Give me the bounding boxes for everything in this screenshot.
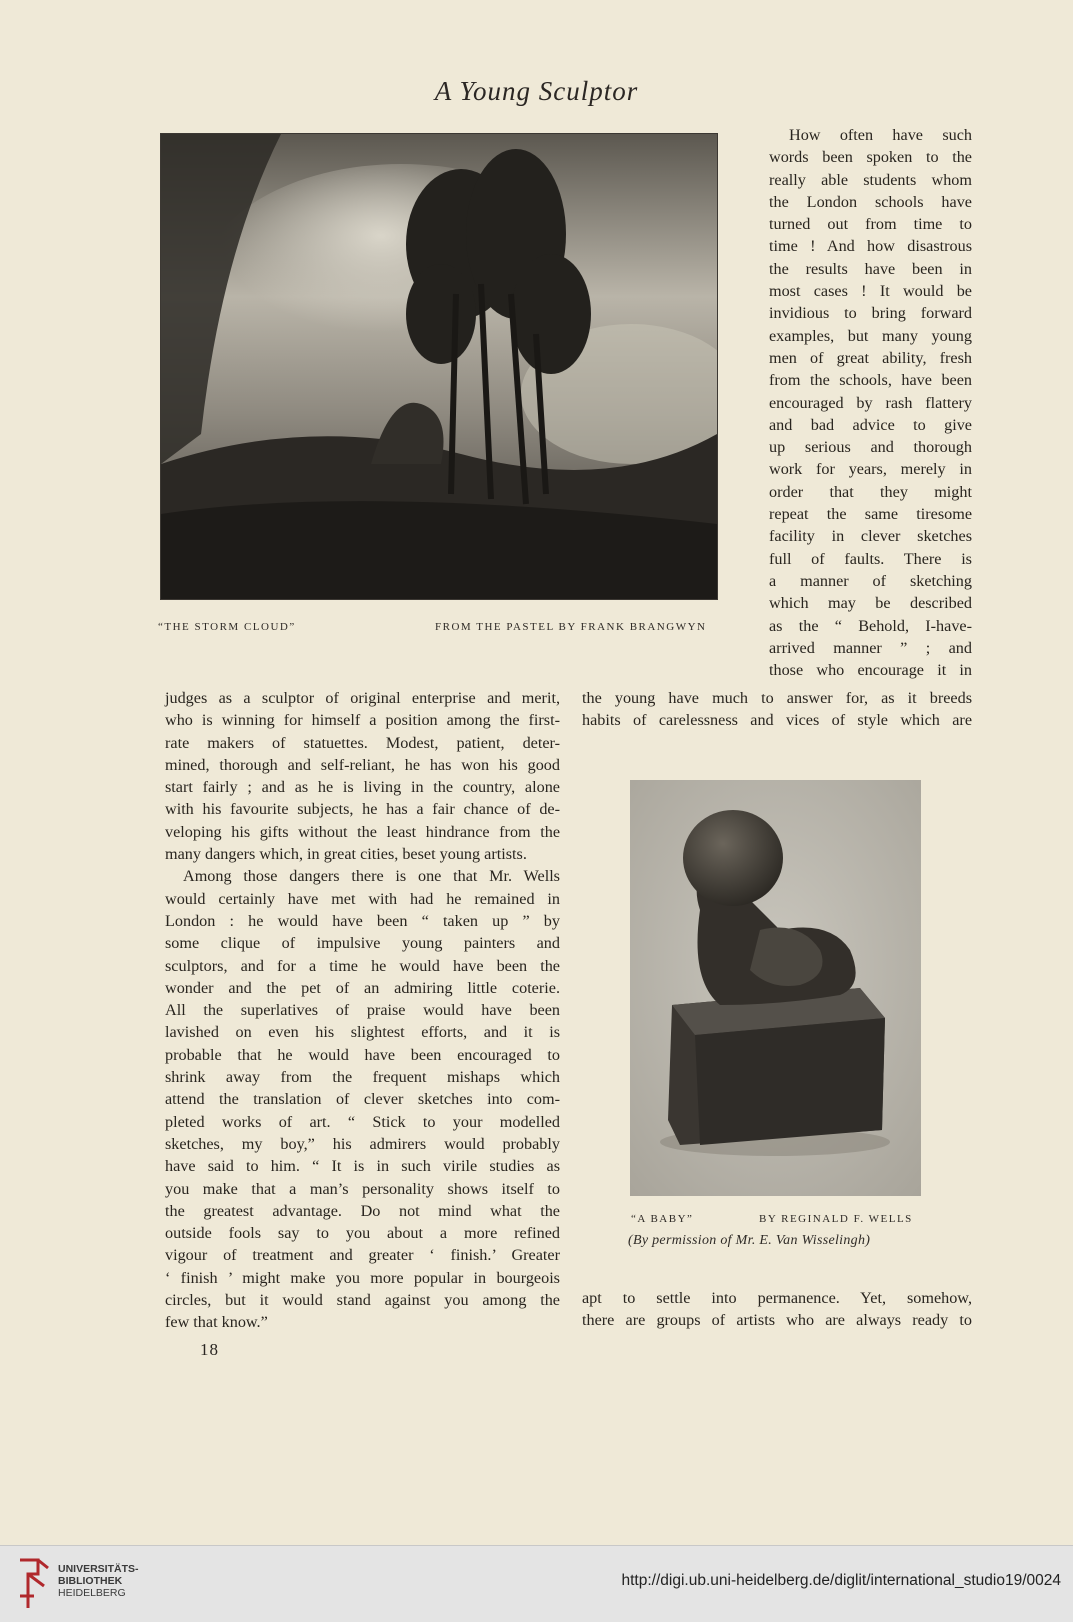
figure-2-permission: (By permission of Mr. E. Van Wisselingh) [628, 1233, 871, 1248]
text-line: up serious and thorough [769, 438, 972, 457]
text-line: most cases ! It would be [769, 282, 972, 301]
text-line: judges as a sculptor of original enterprise and merit, [165, 689, 560, 707]
text-line: London : he would have been “ taken up ” by [165, 911, 560, 930]
text-line: How often have such [789, 126, 972, 144]
text-line: rate makers of statuettes. Modest, patient, deter- [165, 733, 560, 752]
baby-sculpture-photo [630, 780, 921, 1196]
text-line: habits of carelessness and vices of style which are [582, 711, 972, 730]
figure-2-caption-title: “A BABY” [631, 1213, 694, 1225]
text-line: examples, but many young [769, 326, 972, 345]
text-line: the results have been in [769, 259, 972, 278]
text-line: apt to settle into permanence. Yet, somehow, [582, 1289, 972, 1307]
text-line: the young have much to answer for, as it breeds [582, 689, 972, 707]
library-name-line: UNIVERSITÄTS- [58, 1563, 139, 1575]
figure-1-caption-credit: FROM THE PASTEL BY FRANK BRANGWYN [435, 621, 707, 633]
text-line: pleted works of art. “ Stick to your modelled [165, 1112, 560, 1131]
text-line: few that know.” [165, 1313, 268, 1332]
text-line: mined, thorough and self-reliant, he has won his good [165, 755, 560, 774]
figure-2-caption-credit: BY REGINALD F. WELLS [759, 1213, 913, 1225]
text-line: lavished on even his slightest efforts, and it is [165, 1023, 560, 1042]
library-name [58, 1563, 139, 1599]
text-line: have said to him. “ It is in such virile studies as [165, 1157, 560, 1176]
text-line: Among those dangers there is one that Mr. Wells [183, 867, 560, 886]
text-line: as the “ Behold, I-have- [769, 616, 972, 635]
text-line: work for years, merely in [769, 460, 972, 479]
text-line: repeat the same tiresome [769, 505, 972, 524]
text-line: you make that a man’s personality shows itself to [165, 1179, 560, 1198]
text-line: the London schools have [769, 192, 972, 211]
text-line: turned out from time to [769, 215, 972, 234]
text-line: encouraged by rash flattery [769, 393, 972, 412]
text-line: attend the translation of clever sketches into com- [165, 1090, 560, 1109]
text-line: from the schools, have been [769, 371, 972, 390]
figure-1-caption-title: “THE STORM CLOUD” [158, 621, 296, 633]
right-column-bottom [582, 1287, 972, 1332]
text-line: veloping his gifts without the least hindrance from the [165, 822, 560, 841]
text-line: outside fools say to you about a more refined [165, 1224, 560, 1243]
library-name-line: BIBLIOTHEK [58, 1575, 123, 1587]
text-line: order that they might [769, 482, 972, 501]
text-line: vigour of treatment and greater ‘ finish.’ Greater [165, 1246, 560, 1265]
text-line: would certainly have met with had he remained in [165, 889, 560, 908]
text-line: probable that he would have been encouraged to [165, 1045, 560, 1064]
page-number: 18 [200, 1340, 219, 1359]
library-name-line: HEIDELBERG [58, 1587, 126, 1599]
text-line: wonder and the pet of an admiring little coterie. [165, 978, 560, 997]
left-column [165, 687, 560, 1334]
text-line: All the superlatives of praise would have been [165, 1001, 560, 1020]
text-line: sculptors, and for a time he would have been the [165, 956, 560, 975]
right-column-top [769, 124, 972, 681]
storm-cloud-illustration [160, 133, 718, 600]
text-line: words been spoken to the [769, 148, 972, 167]
text-line: some clique of impulsive young painters and [165, 934, 560, 953]
text-line: who is winning for himself a position among the first- [165, 711, 560, 730]
text-line: the greatest advantage. Do not mind what the [165, 1201, 560, 1220]
text-line: arrived manner ” ; and [769, 638, 972, 657]
text-line: shrink away from the frequent mishaps which [165, 1068, 560, 1087]
text-line: full of faults. There is [769, 549, 972, 568]
text-line: start fairly ; and as he is living in the country, alone [165, 778, 560, 797]
text-line: and bad advice to give [769, 415, 972, 434]
text-line: those who encourage it in [769, 661, 972, 680]
text-line: with his favourite subjects, he has a fair chance of de- [165, 800, 560, 819]
text-line: ‘ finish ’ might make you more popular in bourgeois [165, 1268, 560, 1287]
right-column-continued [582, 687, 972, 732]
text-line: men of great ability, fresh [769, 348, 972, 367]
text-line: invidious to bring forward [769, 304, 972, 323]
text-line: a manner of sketching [769, 571, 972, 590]
text-line: circles, but it would stand against you among the [165, 1291, 560, 1310]
text-line: which may be described [769, 594, 972, 613]
running-head: A Young Sculptor [434, 76, 639, 106]
text-line: sketches, my boy,” his admirers would probably [165, 1134, 560, 1153]
text-line: really able students whom [769, 170, 972, 189]
text-line: time ! And how disastrous [769, 237, 972, 256]
text-line: there are groups of artists who are always ready to [582, 1311, 972, 1330]
footer-bar [0, 1545, 1073, 1622]
text-line: many dangers which, in great cities, beset young artists. [165, 845, 527, 864]
library-logo-icon [14, 1556, 54, 1612]
source-url-link[interactable]: http://digi.ub.uni-heidelberg.de/diglit/international_studio19/0024 [621, 1572, 1061, 1589]
text-line: facility in clever sketches [769, 527, 972, 546]
